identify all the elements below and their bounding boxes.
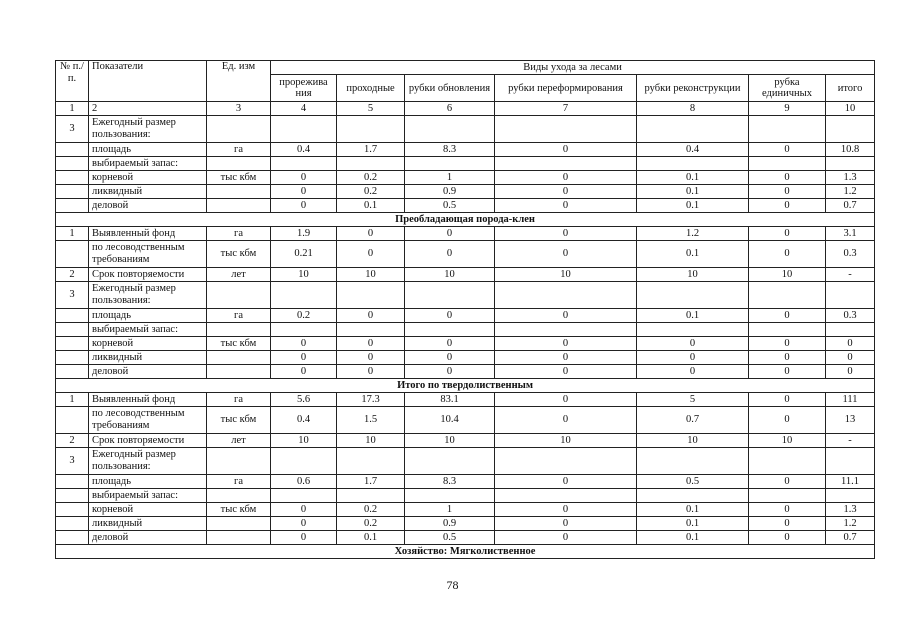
row-value: 0	[495, 475, 637, 489]
row-label: деловой	[89, 531, 207, 545]
table-row	[56, 157, 875, 171]
row-value	[405, 282, 495, 309]
row-label: Срок повторяемости	[89, 268, 207, 282]
row-value: 0.7	[826, 531, 875, 545]
row-unit: га	[207, 393, 271, 407]
row-value: 0	[405, 337, 495, 351]
row-unit	[207, 351, 271, 365]
row-value: 0	[749, 365, 826, 379]
row-value: 1	[405, 171, 495, 185]
row-unit: тыс кбм	[207, 337, 271, 351]
row-label: корневой	[89, 171, 207, 185]
row-value	[337, 282, 405, 309]
row-number: 3	[56, 448, 89, 475]
row-value: 0.1	[637, 199, 749, 213]
row-value: 1.2	[826, 185, 875, 199]
row-value	[337, 489, 405, 503]
row-value: 0	[749, 185, 826, 199]
row-value	[405, 448, 495, 475]
row-value: 0	[495, 531, 637, 545]
row-unit	[207, 517, 271, 531]
row-value	[749, 323, 826, 337]
row-value: 0	[495, 365, 637, 379]
row-unit	[207, 448, 271, 475]
row-value: 0	[637, 365, 749, 379]
row-value: 0	[337, 309, 405, 323]
column-number-cell: 3	[207, 102, 271, 116]
row-value: 1.2	[637, 227, 749, 241]
row-unit: лет	[207, 268, 271, 282]
row-value: 10	[749, 268, 826, 282]
row-value	[749, 448, 826, 475]
row-value	[337, 157, 405, 171]
row-value: 0	[271, 503, 337, 517]
header-col-single: рубка единичных	[749, 75, 826, 102]
row-value: 10	[337, 434, 405, 448]
column-number-cell: 8	[637, 102, 749, 116]
row-value: 1.3	[826, 503, 875, 517]
row-value: 0	[749, 309, 826, 323]
header-col-renewal: рубки обновления	[405, 75, 495, 102]
row-unit	[207, 365, 271, 379]
row-number: 3	[56, 282, 89, 309]
row-value: 5	[637, 393, 749, 407]
row-value: 0	[826, 351, 875, 365]
row-value: 0	[337, 365, 405, 379]
header-col-thinning: прорежива ния	[271, 75, 337, 102]
row-number	[56, 365, 89, 379]
table-row	[56, 393, 875, 407]
row-value: 0	[826, 365, 875, 379]
row-label: выбираемый запас:	[89, 323, 207, 337]
row-value: 10	[637, 268, 749, 282]
row-value: 0	[826, 337, 875, 351]
row-label: площадь	[89, 309, 207, 323]
row-value: 10.8	[826, 143, 875, 157]
row-value	[271, 489, 337, 503]
header-group: Виды ухода за лесами	[271, 61, 875, 75]
row-value: 5.6	[271, 393, 337, 407]
row-value	[495, 116, 637, 143]
row-unit	[207, 116, 271, 143]
row-value: 0.2	[271, 309, 337, 323]
row-value: 0	[271, 365, 337, 379]
row-value: 0	[749, 351, 826, 365]
table-row	[56, 185, 875, 199]
row-value: 0.2	[337, 517, 405, 531]
row-value	[637, 116, 749, 143]
row-value: 10	[749, 434, 826, 448]
row-label: ликвидный	[89, 351, 207, 365]
row-value: 0.6	[271, 475, 337, 489]
row-number	[56, 185, 89, 199]
row-value	[405, 323, 495, 337]
column-number-cell: 2	[89, 102, 207, 116]
row-number	[56, 489, 89, 503]
row-value: 0	[495, 227, 637, 241]
row-value: 0	[405, 241, 495, 268]
row-value	[271, 323, 337, 337]
row-value	[826, 157, 875, 171]
row-value: 0.2	[337, 503, 405, 517]
table-row	[56, 323, 875, 337]
table-row	[56, 199, 875, 213]
row-value: 83.1	[405, 393, 495, 407]
row-label: Ежегодный размер пользования:	[89, 448, 207, 475]
row-value: 1.3	[826, 171, 875, 185]
row-value	[637, 448, 749, 475]
row-value	[337, 116, 405, 143]
row-label: корневой	[89, 503, 207, 517]
row-value: 0.2	[337, 185, 405, 199]
row-value: 0	[749, 171, 826, 185]
section-title: Преобладающая порода-клен	[56, 213, 875, 227]
row-value	[826, 282, 875, 309]
row-number	[56, 337, 89, 351]
row-value: 0	[337, 351, 405, 365]
row-value: 0.1	[337, 199, 405, 213]
row-label: деловой	[89, 199, 207, 213]
row-value: 10	[337, 268, 405, 282]
row-value: 0.1	[637, 185, 749, 199]
row-number	[56, 407, 89, 434]
row-value: 0	[495, 517, 637, 531]
row-value	[749, 282, 826, 309]
page-number: 78	[446, 578, 459, 592]
row-value: 0.7	[637, 407, 749, 434]
header-col-reconstruction: рубки реконструкции	[637, 75, 749, 102]
column-number-cell: 7	[495, 102, 637, 116]
row-value: 0	[749, 531, 826, 545]
table-row	[56, 434, 875, 448]
row-value: 0	[749, 475, 826, 489]
column-number-cell: 10	[826, 102, 875, 116]
row-unit: тыс кбм	[207, 171, 271, 185]
row-value: 0	[495, 185, 637, 199]
row-value: 0.5	[405, 199, 495, 213]
table-row	[56, 337, 875, 351]
row-value: 1.7	[337, 475, 405, 489]
row-value: 0.1	[637, 309, 749, 323]
row-value: 0	[495, 171, 637, 185]
header-row	[56, 61, 875, 75]
row-value: 1.5	[337, 407, 405, 434]
row-value: 0.3	[826, 241, 875, 268]
row-label: площадь	[89, 475, 207, 489]
row-number	[56, 351, 89, 365]
column-number-cell: 6	[405, 102, 495, 116]
row-value: 0	[495, 351, 637, 365]
row-value: 10	[271, 434, 337, 448]
row-value: 0	[749, 227, 826, 241]
row-value: 0	[271, 531, 337, 545]
row-value	[495, 323, 637, 337]
header-col-reformation: рубки переформирования	[495, 75, 637, 102]
row-value: 0	[405, 351, 495, 365]
row-value: 0	[749, 241, 826, 268]
row-value: 0	[271, 185, 337, 199]
row-value: 0	[337, 241, 405, 268]
row-label: Срок повторяемости	[89, 434, 207, 448]
row-value: 10.4	[405, 407, 495, 434]
column-number-cell: 1	[56, 102, 89, 116]
row-value: -	[826, 268, 875, 282]
forest-care-table	[55, 60, 875, 559]
row-value: 10	[271, 268, 337, 282]
table-row	[56, 351, 875, 365]
row-label: деловой	[89, 365, 207, 379]
row-value: 0.1	[637, 503, 749, 517]
row-value: 111	[826, 393, 875, 407]
row-value: 0	[495, 337, 637, 351]
row-value	[405, 157, 495, 171]
row-value: 0.1	[637, 531, 749, 545]
section-title-row	[56, 379, 875, 393]
row-value: 0.1	[637, 171, 749, 185]
row-number: 2	[56, 434, 89, 448]
row-value: 10	[495, 268, 637, 282]
row-number	[56, 171, 89, 185]
row-value	[337, 448, 405, 475]
row-value: 0	[749, 337, 826, 351]
row-number	[56, 157, 89, 171]
row-label: ликвидный	[89, 517, 207, 531]
row-number: 1	[56, 227, 89, 241]
row-unit: лет	[207, 434, 271, 448]
row-value	[749, 157, 826, 171]
row-value	[749, 489, 826, 503]
row-value: 8.3	[405, 143, 495, 157]
table-row	[56, 475, 875, 489]
row-value: 0	[749, 393, 826, 407]
table-row	[56, 365, 875, 379]
row-unit	[207, 489, 271, 503]
row-value: 0.9	[405, 185, 495, 199]
row-value	[826, 323, 875, 337]
row-value	[826, 489, 875, 503]
header-unit: Ед. изм	[207, 61, 271, 102]
row-value: 0.1	[637, 241, 749, 268]
row-value	[405, 116, 495, 143]
row-value: -	[826, 434, 875, 448]
row-unit	[207, 199, 271, 213]
column-numbers-row	[56, 102, 875, 116]
row-value: 0	[749, 199, 826, 213]
row-label: Ежегодный размер пользования:	[89, 282, 207, 309]
row-value	[637, 282, 749, 309]
row-value: 0.2	[337, 171, 405, 185]
row-unit	[207, 323, 271, 337]
table-row	[56, 171, 875, 185]
row-value: 10	[495, 434, 637, 448]
row-value: 0.5	[405, 531, 495, 545]
section-title: Хозяйство: Мягколиственное	[56, 545, 875, 559]
column-number-cell: 9	[749, 102, 826, 116]
row-value: 1.7	[337, 143, 405, 157]
header-indicators: Показатели	[89, 61, 207, 102]
column-number-cell: 4	[271, 102, 337, 116]
row-value: 0.4	[271, 143, 337, 157]
row-label: выбираемый запас:	[89, 157, 207, 171]
row-label: выбираемый запас:	[89, 489, 207, 503]
row-value: 0.9	[405, 517, 495, 531]
row-unit	[207, 185, 271, 199]
row-label: ликвидный	[89, 185, 207, 199]
row-value: 0	[637, 351, 749, 365]
row-value: 0	[337, 337, 405, 351]
table-row	[56, 531, 875, 545]
row-value: 0.7	[826, 199, 875, 213]
row-value	[337, 323, 405, 337]
row-value: 1	[405, 503, 495, 517]
table-row	[56, 448, 875, 475]
row-value: 10	[405, 434, 495, 448]
row-value: 0	[495, 407, 637, 434]
row-value	[405, 489, 495, 503]
table-row	[56, 143, 875, 157]
row-unit: га	[207, 227, 271, 241]
row-value	[271, 116, 337, 143]
table-row	[56, 241, 875, 268]
row-value: 0	[749, 517, 826, 531]
table-row	[56, 268, 875, 282]
row-value: 0	[271, 171, 337, 185]
row-number	[56, 531, 89, 545]
row-value	[495, 448, 637, 475]
row-value	[271, 448, 337, 475]
row-value: 17.3	[337, 393, 405, 407]
row-value: 1.2	[826, 517, 875, 531]
table-row	[56, 489, 875, 503]
row-value: 0	[495, 143, 637, 157]
row-value: 10	[405, 268, 495, 282]
row-value: 0	[495, 503, 637, 517]
row-number: 1	[56, 393, 89, 407]
row-value: 0	[405, 227, 495, 241]
row-value: 0.4	[271, 407, 337, 434]
table-row	[56, 309, 875, 323]
row-value: 0	[495, 241, 637, 268]
table-row	[56, 282, 875, 309]
column-number-cell: 5	[337, 102, 405, 116]
row-value: 0.5	[637, 475, 749, 489]
row-value: 0	[495, 309, 637, 323]
row-unit: тыс кбм	[207, 241, 271, 268]
row-value	[495, 282, 637, 309]
row-value: 10	[637, 434, 749, 448]
row-value: 0	[271, 199, 337, 213]
row-number	[56, 309, 89, 323]
row-number: 3	[56, 116, 89, 143]
row-value: 0	[337, 227, 405, 241]
section-title-row	[56, 213, 875, 227]
row-value	[749, 116, 826, 143]
row-value: 0.1	[637, 517, 749, 531]
row-value: 11.1	[826, 475, 875, 489]
row-number: 2	[56, 268, 89, 282]
row-value	[637, 157, 749, 171]
row-label: корневой	[89, 337, 207, 351]
row-label: по лесоводственным требованиям	[89, 407, 207, 434]
row-value	[271, 282, 337, 309]
row-value: 3.1	[826, 227, 875, 241]
row-unit: га	[207, 309, 271, 323]
row-label: Выявленный фонд	[89, 393, 207, 407]
row-value	[495, 489, 637, 503]
row-unit	[207, 157, 271, 171]
row-number	[56, 199, 89, 213]
header-num: № п./п.	[56, 61, 89, 102]
row-value: 0.21	[271, 241, 337, 268]
row-number	[56, 475, 89, 489]
table-row	[56, 407, 875, 434]
row-value: 0	[749, 407, 826, 434]
row-label: по лесоводственным требованиям	[89, 241, 207, 268]
row-value: 0	[271, 351, 337, 365]
row-value	[637, 489, 749, 503]
row-value	[271, 157, 337, 171]
row-value: 13	[826, 407, 875, 434]
row-unit: га	[207, 143, 271, 157]
row-value: 0.3	[826, 309, 875, 323]
row-value: 0	[749, 143, 826, 157]
header-col-passage: проходные	[337, 75, 405, 102]
row-value: 0	[271, 517, 337, 531]
row-label: площадь	[89, 143, 207, 157]
row-label: Выявленный фонд	[89, 227, 207, 241]
row-number	[56, 503, 89, 517]
row-value: 0	[749, 503, 826, 517]
row-value: 0.1	[337, 531, 405, 545]
row-value: 0	[405, 309, 495, 323]
section-title: Итого по твердолиственным	[56, 379, 875, 393]
row-value	[826, 448, 875, 475]
row-number	[56, 143, 89, 157]
section-title-row	[56, 545, 875, 559]
row-value: 0	[495, 393, 637, 407]
row-value	[637, 323, 749, 337]
row-unit: тыс кбм	[207, 407, 271, 434]
row-number	[56, 517, 89, 531]
table-row	[56, 227, 875, 241]
row-value	[826, 116, 875, 143]
row-number	[56, 241, 89, 268]
row-unit: тыс кбм	[207, 503, 271, 517]
row-value: 0	[271, 337, 337, 351]
row-value: 1.9	[271, 227, 337, 241]
table-row	[56, 116, 875, 143]
row-label: Ежегодный размер пользования:	[89, 116, 207, 143]
row-number	[56, 323, 89, 337]
row-value: 0	[637, 337, 749, 351]
row-unit: га	[207, 475, 271, 489]
table-row	[56, 517, 875, 531]
header-col-total: итого	[826, 75, 875, 102]
row-value: 0.4	[637, 143, 749, 157]
table-row	[56, 503, 875, 517]
row-value: 8.3	[405, 475, 495, 489]
row-value: 0	[405, 365, 495, 379]
row-unit	[207, 531, 271, 545]
row-unit	[207, 282, 271, 309]
row-value	[495, 157, 637, 171]
row-value: 0	[495, 199, 637, 213]
